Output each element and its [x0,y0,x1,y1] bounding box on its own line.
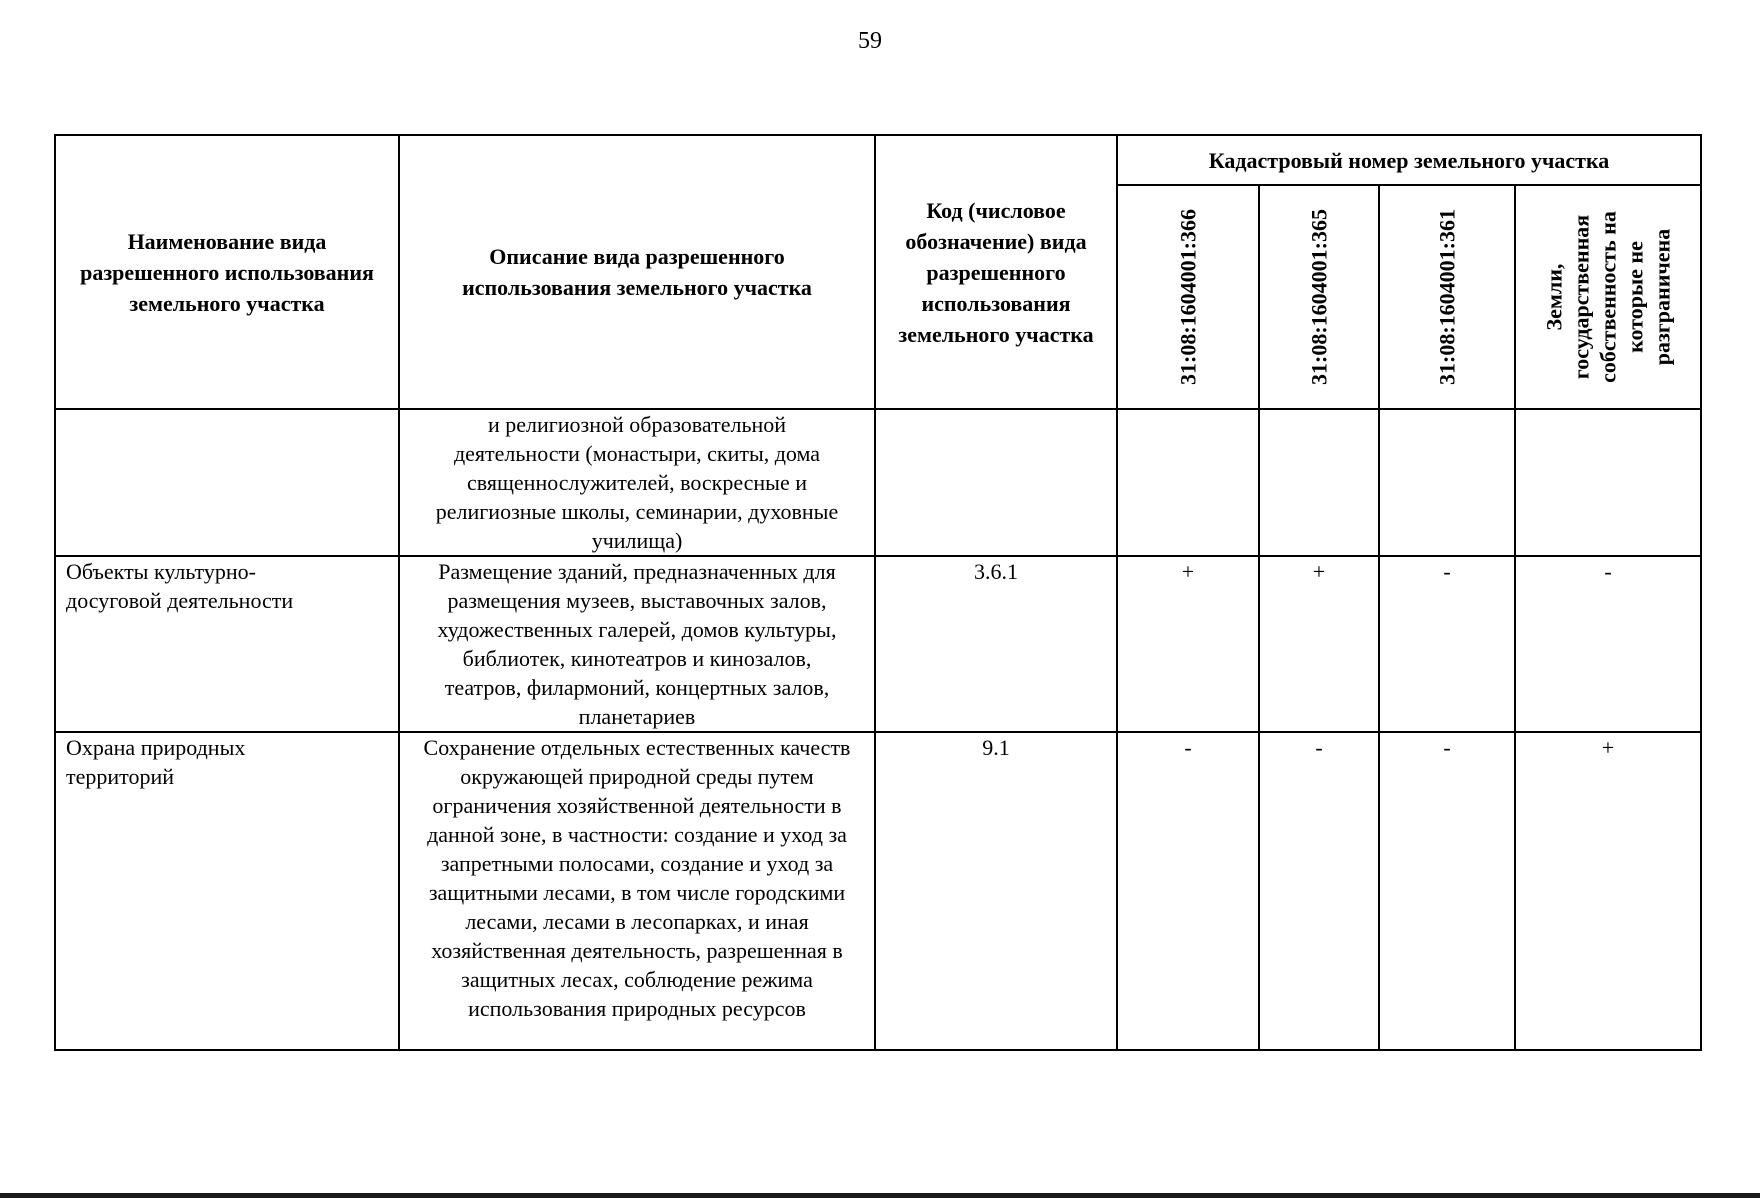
row-code: 3.6.1 [875,556,1117,732]
row-name [55,409,399,556]
header-name: Наименование вида разрешенного использования земельного участка [55,135,399,409]
header-code: Код (числовое обозначение) вида разрешенного использования земельного участка [875,135,1117,409]
row-description: Сохранение отдельных естественных качеств окружающей природной среды путем ограничения хозяйственной деятельности в данной зоне, в частности: создание и уход за запретными полосами, создание и уход за защитными лесами, в том числе городскими лесами, лесами в лесопарках, и иная хозяйственная деятельность, разрешенная в защитных лесах, соблюдение режима использования природных ресурсов [399,732,875,1050]
header-cadastral-361-label: 31:08:1604001:361 [1434,209,1460,385]
header-cadastral-365-label: 31:08:1604001:365 [1306,209,1332,385]
row-mark-state [1515,409,1701,556]
header-state-lands [1515,185,1701,409]
header-cadastral-365 [1259,185,1379,409]
row-description: и религиозной образовательной деятельности (монастыри, скиты, дома священнослужителей, воскресные и религиозные школы, семинарии, духовные училища) [399,409,875,556]
row-mark-366: + [1117,556,1259,732]
row-mark-361: - [1379,556,1515,732]
header-row-top [55,135,1701,185]
header-cadastral-366 [1117,185,1259,409]
row-mark-365: - [1259,732,1379,1050]
table-row [55,556,1701,732]
table-row [55,409,1701,556]
row-name: Охрана природных территорий [55,732,399,1050]
row-mark-state: - [1515,556,1701,732]
header-state-lands-label: Земли, государственная собственность на которые не разграничена [1541,211,1675,383]
header-description: Описание вида разрешенного использования земельного участка [399,135,875,409]
row-mark-366 [1117,409,1259,556]
row-code [875,409,1117,556]
header-cadastral-366-label: 31:08:1604001:366 [1175,209,1201,385]
header-cadastral-361 [1379,185,1515,409]
page-number: 59 [858,28,882,54]
table-row [55,732,1701,1050]
row-code: 9.1 [875,732,1117,1050]
header-cadastral-group: Кадастровый номер земельного участка [1117,135,1701,185]
row-mark-366: - [1117,732,1259,1050]
row-mark-361 [1379,409,1515,556]
land-use-table [54,134,1702,1051]
row-mark-365 [1259,409,1379,556]
bottom-scan-border [0,1193,1760,1198]
row-mark-361: - [1379,732,1515,1050]
row-name: Объекты культурно-досуговой деятельности [55,556,399,732]
row-mark-365: + [1259,556,1379,732]
row-mark-state: + [1515,732,1701,1050]
row-description: Размещение зданий, предназначенных для размещения музеев, выставочных залов, художественных галерей, домов культуры, библиотек, кинотеатров и кинозалов, театров, филармоний, концертных залов, планетариев [399,556,875,732]
